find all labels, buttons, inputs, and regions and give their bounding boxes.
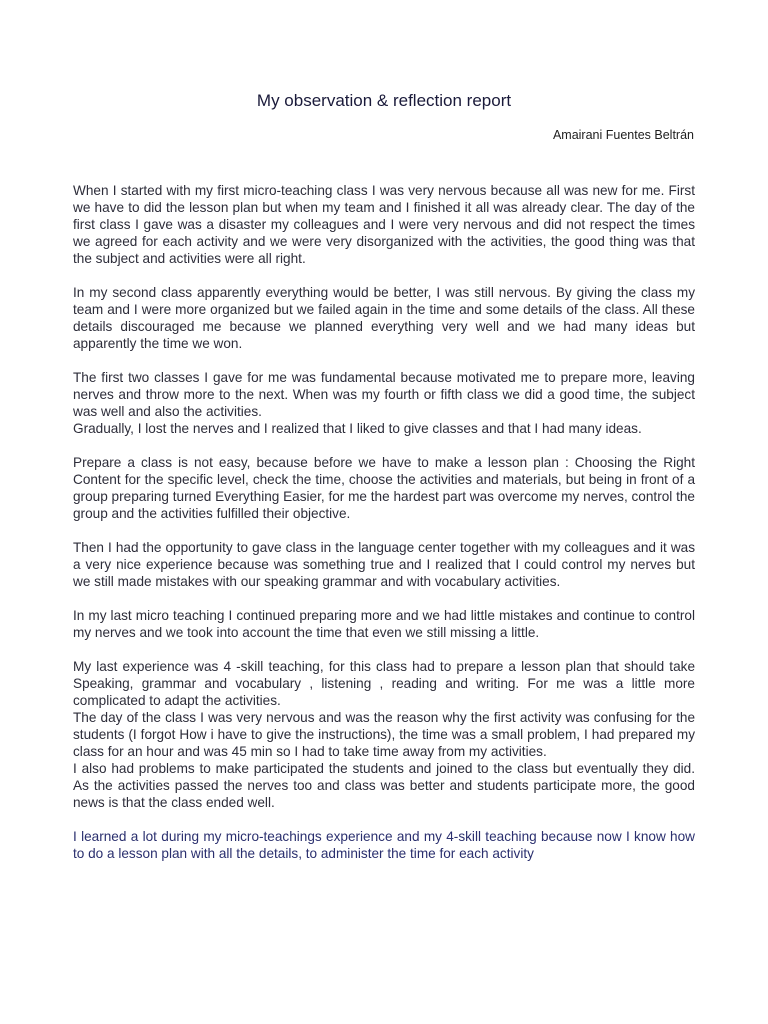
- paragraph: Then I had the opportunity to gave class in the language center together with my colleagues and it was a very nice experience because was something true and I realized that I could control my nerves but we still made mistakes with our speaking grammar and with vocabulary activities.: [73, 540, 695, 589]
- paragraph: The first two classes I gave for me was fundamental because motivated me to prepare more, leaving nerves and throw more to the next. When was my fourth or fifth class we did a good time, the subject was well and also the activities.: [73, 370, 695, 419]
- paragraph: When I started with my first micro-teaching class I was very nervous because all was new for me. First we have to did the lesson plan but when my team and I finished it all was already clear. The day of the first class I gave was a disaster my colleagues and I were very nervous and did not respect the times we agreed for each activity and we were very disorganized with the activities, the good thing was that the subject and activities were all right.: [73, 183, 695, 266]
- paragraph: I learned a lot during my micro-teachings experience and my 4-skill teaching because now I know how to do a lesson plan with all the details, to administer the time for each activity: [73, 829, 695, 861]
- paragraph: Gradually, I lost the nerves and I realized that I liked to give classes and that I had many ideas.: [73, 421, 642, 436]
- document-title: My observation & reflection report: [256, 91, 512, 110]
- paragraph: My last experience was 4 -skill teaching, for this class had to prepare a lesson plan that should take Speaking, grammar and vocabulary , listening , reading and writing. For me was a little more complicated to adapt the activities.: [73, 659, 695, 708]
- document-author: Amairani Fuentes Beltrán: [552, 128, 694, 142]
- paragraph: I also had problems to make participated the students and joined to the class but eventually they did. As the activities passed the nerves too and class was better and students participate more, the good news is that the class ended well.: [73, 761, 695, 810]
- paragraph: Prepare a class is not easy, because before we have to make a lesson plan : Choosing the Right Content for the specific level, check the time, choose the activities and materials, but being in front of a group preparing turned Everything Easier, for me the hardest part was overcome my nerves, control the group and the activities fulfilled their objective.: [73, 455, 695, 521]
- paragraph: In my second class apparently everything would be better, I was still nervous. By giving the class my team and I were more organized but we failed again in the time and some details of the class. All these details discouraged me because we planned everything very well and we had many ideas but apparently the time we won.: [73, 285, 695, 351]
- document-body: [73, 182, 695, 879]
- paragraph: In my last micro teaching I continued preparing more and we had little mistakes and continue to control my nerves and we took into account the time that even we still missing a little.: [73, 608, 695, 640]
- paragraph: The day of the class I was very nervous and was the reason why the first activity was confusing for the students (I forgot How i have to give the instructions), the time was a small problem, I had prepared my class for an hour and was 45 min so I had to take time away from my activities.: [73, 710, 695, 759]
